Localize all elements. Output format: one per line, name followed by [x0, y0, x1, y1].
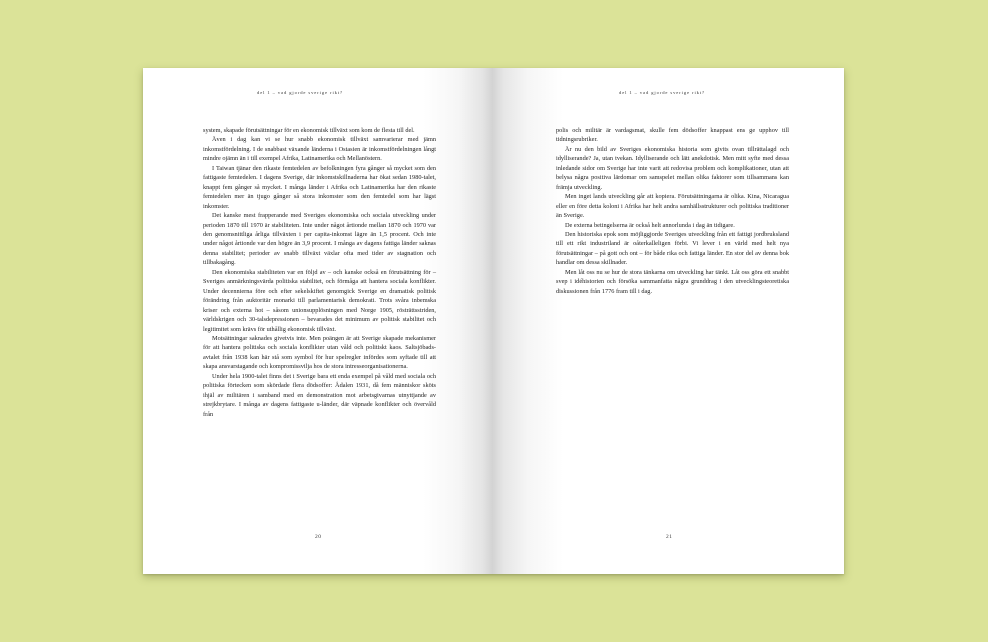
paragraph: polis och militär är vardagsmat, skulle fem dödsoffer knappast ens ge upphov till tidningsrubriker.	[556, 127, 789, 144]
body-text	[556, 126, 789, 296]
paragraph: I Taiwan tjänar den rikaste femtedelen av befolkningen fyra gånger så mycket som den fattigaste femtedelen. I dagens Sverige, där inkomstskillnaderna har ökat sedan 1980-talet, knappt fem gånger så mycket. I många länder i Afrika och Latinamerika har den rikaste femtedelen mer än tjugo gånger så stora inkomster som den femtedel som har lägst inkomster.	[203, 164, 436, 210]
paragraph: Motsättningar saknades givetvis inte. Men poängen är att Sverige skapade mekanismer för att hantera politiska och sociala konflikter utan våld och politiskt kaos. Saltsjöbads-avtalet från 1938 kan här stå som symbol för hur spelregler infördes som syftade till att skapa ansvarstagande och kompromissvilja hos de stora intresseorganisationerna.	[203, 334, 436, 371]
paragraph: Under hela 1900-talet finns det i Sverige bara ett enda exempel på våld med sociala och politiska förtecken som skördade flera dödsoffer: Ådalen 1931, då fem människor sköts ihjäl av militären i samband med en demonstration mot arbetsgivarnas utnyttjande av strejkbrytare. I många av dagens fattigaste u-länder, där väpnade konflikter och övervåld från	[203, 372, 436, 418]
right-page	[493, 68, 844, 574]
paragraph: Den historiska epok som möjliggjorde Sveriges utveckling från ett fattigt jordbruksland till ett rikt industriland är oåterkalleligen förbi. Vi lever i en värld med helt nya förutsättningar – på gott och ont – för både rika och fattiga länder. En stor del av denna bok handlar om dessa skillnader.	[556, 230, 789, 267]
page-number: 20	[315, 534, 322, 540]
left-page	[143, 68, 493, 574]
paragraph: Den ekonomiska stabiliteten var en följd av – och kanske också en förutsättning för – Sveriges anmärkningsvärda politiska stabilitet, och förmåga att hantera sociala konflikter. Under decennierna före och efter sekelskiftet genomgick Sverige en dramatisk politisk förändring från auktoritär monarki till parlamentarisk demokrati. Trots svåra inbemska kriser och externa hot – såsom unionsupplösningen med Norge 1905, rösträttsstriden, världskrigen och 30-talsdepressionen – bevarades det minimum av politisk stabilitet och legitimitet som krävs för uthållig ekonomisk tillväxt.	[203, 268, 436, 333]
paragraph: Det kanske mest frapperande med Sveriges ekonomiska och sociala utveckling under perioden 1870 till 1970 är stabiliteten. Inte under något årtionde mellan 1870 och 1970 var den genomsnittliga årliga tillväxten i per capita-inkomst lägre än 1,5 procent. Och inte under något årtionde var den högre än 3,9 procent. I många av dagens fattiga länder saknas denna stabilitet; perioder av snabb tillväxt växlar ofta med tider av stagnation och tillbakagång.	[203, 212, 436, 267]
paragraph: Är nu den bild av Sveriges ekonomiska historia som givits ovan tillrättalagd och idylliserande? Ja, utan tvekan. Idylliserande och lätt anekdotisk. Men mitt syfte med dessa inledande sidor om Sverige har inte varit att redovisa problem och komplikationer, utan att belysa några positiva lärdomar om samspelet mellan olika faktorer som tillsammans kan främja utveckling.	[556, 145, 789, 191]
running-head: del 1 – vad gjorde sverige rikt?	[619, 90, 705, 95]
book-spread	[143, 68, 844, 574]
paragraph: Men låt oss nu se hur de stora tänkarna om utveckling har tänkt. Låt oss göra ett snabbt svep i idéhistorien och försöka sammanfatta några grunddrag i den utvecklingsteoretiska diskussionen från 1776 fram till i dag.	[556, 268, 789, 295]
paragraph: Men inget lands utveckling går att kopiera. Förutsättningarna är olika. Kina, Nicaragua eller en före detta koloni i Afrika har helt andra samhällsstrukturer och politiska traditioner än Sverige.	[556, 193, 789, 220]
page-number: 21	[666, 534, 673, 540]
paragraph: De externa betingelserna är också helt annorlunda i dag än tidigare.	[565, 221, 735, 229]
paragraph: system, skapade förutsättningar för en ekonomisk tillväxt som kom de flesta till del.	[203, 127, 415, 134]
paragraph: Även i dag kan vi se hur snabb ekonomisk tillväxt samvarierar med jämn inkomstfördelning. I de snabbast växande länderna i Ostasien är inkomstfördelningen långt mindre ojämn än i till exempel Afrika, Latinamerika och Mellanöstern.	[203, 136, 436, 163]
running-head: del 1 – vad gjorde sverige rikt?	[257, 90, 343, 95]
body-text	[203, 126, 436, 419]
